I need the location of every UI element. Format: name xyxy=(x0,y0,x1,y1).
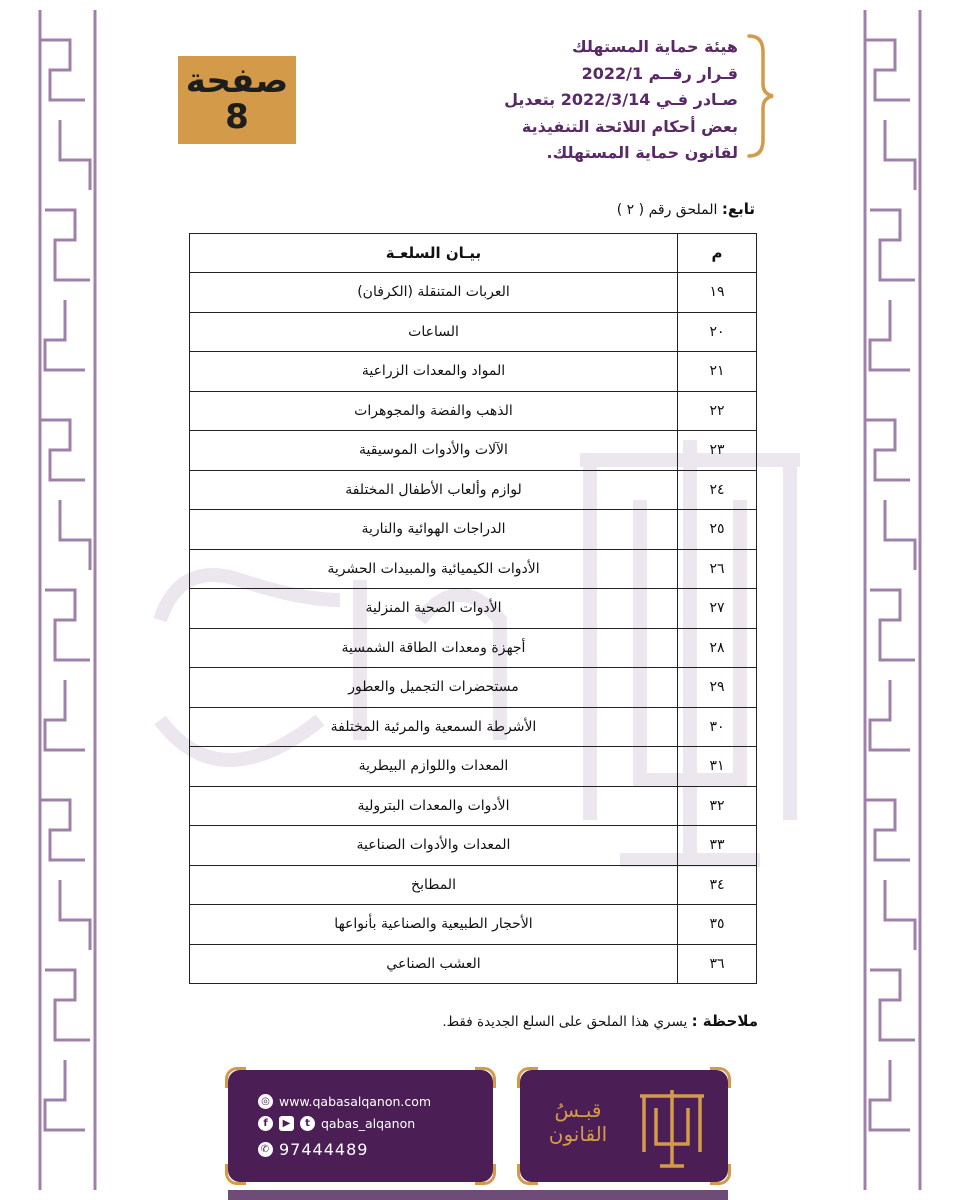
row-item: مستحضرات التجميل والعطور xyxy=(190,668,678,708)
table-row xyxy=(190,786,757,826)
table-row xyxy=(190,549,757,589)
table-row xyxy=(190,905,757,945)
row-number: ٣١ xyxy=(678,747,757,787)
bottom-strip xyxy=(228,1190,728,1200)
scales-icon xyxy=(632,1086,712,1170)
logo-line2: القانون xyxy=(548,1122,608,1146)
header-line: هيئة حماية المستهلك xyxy=(572,37,738,56)
table-body xyxy=(190,273,757,984)
header-line: بعض أحكام اللائحة التنفيذية xyxy=(521,116,738,136)
row-item: المطابخ xyxy=(190,865,678,905)
curly-bracket-icon xyxy=(745,32,775,160)
page-number-box xyxy=(178,56,296,144)
row-number: ٢٧ xyxy=(678,589,757,629)
table-row xyxy=(190,391,757,431)
table-header-row xyxy=(190,234,757,273)
header-line: صـادر فـي 2022/3/14 بتعديل xyxy=(504,90,738,109)
row-number: ٣٢ xyxy=(678,786,757,826)
row-item: الآلات والأدوات الموسيقية xyxy=(190,431,678,471)
youtube-icon[interactable]: ▶ xyxy=(279,1116,294,1131)
table-row xyxy=(190,944,757,984)
table-row xyxy=(190,312,757,352)
logo-line1: قبـسُ xyxy=(554,1098,602,1122)
row-item: العشب الصناعي xyxy=(190,944,678,984)
row-item: المعدات والأدوات الصناعية xyxy=(190,826,678,866)
row-number: ٣٦ xyxy=(678,944,757,984)
left-decorative-border xyxy=(30,0,105,1200)
row-item: الذهب والفضة والمجوهرات xyxy=(190,391,678,431)
table-row xyxy=(190,628,757,668)
note-text: يسري هذا الملحق على السلع الجديدة فقط. xyxy=(442,1014,688,1030)
table-row xyxy=(190,826,757,866)
row-item: المواد والمعدات الزراعية xyxy=(190,352,678,392)
table-row xyxy=(190,668,757,708)
page-label-word: صفحة xyxy=(185,61,289,102)
logo-banner xyxy=(520,1070,728,1182)
row-item: الدراجات الهوائية والنارية xyxy=(190,510,678,550)
row-number: ٣٠ xyxy=(678,707,757,747)
row-number: ٢٠ xyxy=(678,312,757,352)
row-number: ٣٥ xyxy=(678,905,757,945)
phone-icon: ✆ xyxy=(258,1142,273,1157)
table-row xyxy=(190,707,757,747)
row-item: أجهزة ومعدات الطاقة الشمسية xyxy=(190,628,678,668)
globe-icon: ◎ xyxy=(258,1094,273,1109)
header-number: م xyxy=(678,234,757,273)
row-item: الأدوات الكيميائية والمبيدات الحشرية xyxy=(190,549,678,589)
annex-prefix: تابع: xyxy=(721,200,755,218)
social-handle[interactable]: qabas_alqanon xyxy=(321,1116,416,1131)
row-number: ٢٣ xyxy=(678,431,757,471)
row-item: العربات المتنقلة (الكرفان) xyxy=(190,273,678,313)
row-item: الأدوات والمعدات البترولية xyxy=(190,786,678,826)
table-row xyxy=(190,352,757,392)
table-row xyxy=(190,470,757,510)
row-number: ٢٩ xyxy=(678,668,757,708)
row-item: الأدوات الصحية المنزلية xyxy=(190,589,678,629)
header-line: لقانون حماية المستهلك. xyxy=(546,143,738,162)
row-number: ٢١ xyxy=(678,352,757,392)
table-row xyxy=(190,510,757,550)
table-row xyxy=(190,865,757,905)
annex-title xyxy=(420,200,755,218)
header-line: قـرار رقــم 2022/1 xyxy=(581,63,738,83)
row-number: ٢٨ xyxy=(678,628,757,668)
row-item: الساعات xyxy=(190,312,678,352)
row-item: لوازم وألعاب الأطفال المختلفة xyxy=(190,470,678,510)
right-decorative-border xyxy=(855,0,930,1200)
website-link[interactable]: www.qabasalqanon.com xyxy=(279,1094,432,1109)
phone-row[interactable] xyxy=(258,1140,368,1159)
row-number: ١٩ xyxy=(678,273,757,313)
row-item: الأشرطة السمعية والمرئية المختلفة xyxy=(190,707,678,747)
row-number: ٢٦ xyxy=(678,549,757,589)
row-number: ٢٢ xyxy=(678,391,757,431)
row-number: ٣٣ xyxy=(678,826,757,866)
row-item: المعدات واللوازم البيطرية xyxy=(190,747,678,787)
decision-header xyxy=(420,34,738,167)
row-number: ٢٤ xyxy=(678,470,757,510)
twitter-icon[interactable]: t xyxy=(300,1116,315,1131)
annex-name: الملحق رقم ( ٢ ) xyxy=(616,202,718,218)
row-number: ٢٥ xyxy=(678,510,757,550)
table-row xyxy=(190,747,757,787)
facebook-icon[interactable]: f xyxy=(258,1116,273,1131)
page-label-number: 8 xyxy=(225,97,249,137)
contact-banner xyxy=(228,1070,493,1182)
note xyxy=(380,1012,758,1030)
website-row[interactable] xyxy=(258,1094,431,1109)
table-row xyxy=(190,273,757,313)
table-row xyxy=(190,431,757,471)
note-label: ملاحظة : xyxy=(691,1012,758,1030)
row-item: الأحجار الطبيعية والصناعية بأنواعها xyxy=(190,905,678,945)
logo-text xyxy=(538,1098,618,1146)
phone-number[interactable]: 97444489 xyxy=(279,1140,369,1159)
social-row xyxy=(258,1116,415,1131)
goods-table xyxy=(189,233,757,984)
header-item: بيـان السلعـة xyxy=(190,234,678,273)
row-number: ٣٤ xyxy=(678,865,757,905)
table-row xyxy=(190,589,757,629)
